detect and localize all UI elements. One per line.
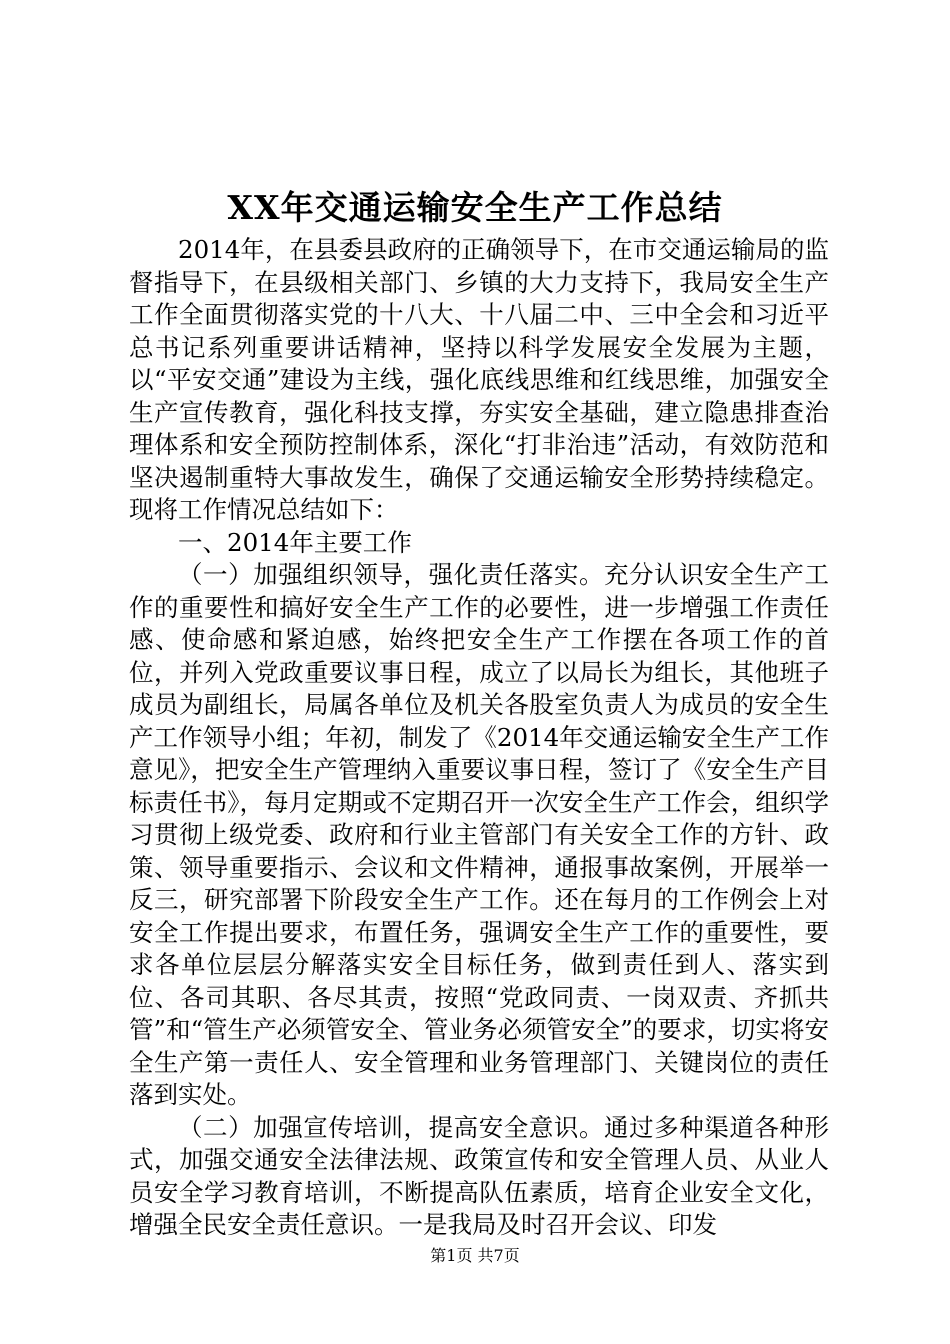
paragraph-intro: 2014年，在县委县政府的正确领导下，在市交通运输局的监督指导下，在县级相关部门、乡镇的大力支持下，我局安全生产工作全面贯彻落实党的十八大、十八届二中、三中全会和习近平总书记系列重要讲话精神，坚持以科学发展安全发展为主题，以“平安交通”建设为主线，强化底线思维和红线思维，加强安全生产宣传教育，强化科技支撑，夯实安全基础，建立隐患排查治理体系和安全预防控制体系，深化“打非治违”活动，有效防范和坚决遏制重特大事故发生，确保了交通运输安全形势持续稳定。现将工作情况总结如下： (129, 235, 829, 524)
paragraph-organization: （一）加强组织领导，强化责任落实。充分认识安全生产工作的重要性和搞好安全生产工作的必要性，进一步增强工作责任感、使命感和紧迫感，始终把安全生产工作摆在各项工作的首位，并列入党政重要议事日程，成立了以局长为组长，其他班子成员为副组长，局属各单位及机关各股室负责人为成员的安全生产工作领导小组；年初，制发了《2014年交通运输安全生产工作意见》，把安全生产管理纳入重要议事日程，签订了《安全生产目标责任书》，每月定期或不定期召开一次安全生产工作会，组织学习贯彻上级党委、政府和行业主管部门有关安全工作的方针、政策、领导重要指示、会议和文件精神，通报事故案例，开展举一反三，研究部署下阶段安全生产工作。还在每月的工作例会上对安全工作提出要求，布置任务，强调安全生产工作的重要性，要求各单位层层分解落实安全目标任务，做到责任到人、落实到位、各司其职、各尽其责，按照“党政同责、一岗双责、齐抓共管”和“管生产必须管安全、管业务必须管安全”的要求，切实将安全生产第一责任人、安全管理和业务管理部门、关键岗位的责任落到实处。 (129, 560, 829, 1109)
page-number: 第1页 共7页 (430, 1246, 520, 1265)
paragraph-training: （二）加强宣传培训，提高安全意识。通过多种渠道各种形式，加强交通安全法律法规、政策宣传和安全管理人员、从业人员安全学习教育培训，不断提高队伍素质，培育企业安全文化，增强全民安全责任意识。一是我局及时召开会议、印发 (129, 1112, 829, 1239)
document-title: XX年交通运输安全生产工作总结 (227, 188, 723, 227)
document-body (129, 234, 829, 1242)
section-heading: 一、2014年主要工作 (178, 527, 412, 557)
